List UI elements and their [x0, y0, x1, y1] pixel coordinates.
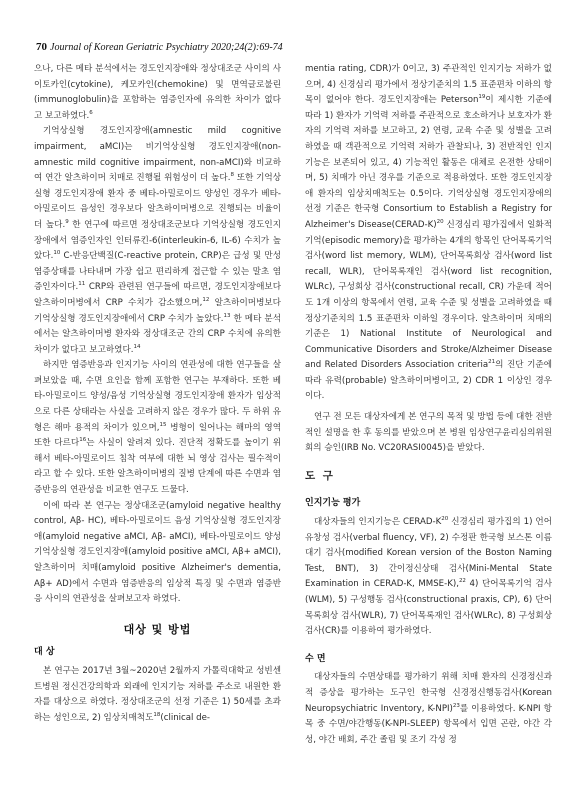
paragraph: 대상자들의 인지기능은 CERAD-$K^{20}$ 신경심리 평가집의 1) 언어유창성 검사(verbal fluency, VF), 2) 수정판 한국형 보스톤 이름대기 검사(modified Korean version of the Boston Naming Test, BNT), 3) 간이정신상태 검사(Mini-Mental State Examination in CERAD-K, MMSE-K),$^{22}$ 4) 단어목록기억 검사(WLM), 5) 구성행동 검사(constructional praxis, CP), 6) 단어목록회상 검사(WLR), 7) 단어목록재인 검사(WLRc), 8) 구성회상 검사(CR)를 이용하여 평가하였다. — [305, 516, 553, 637]
paragraph: 대상자들의 수면상태를 평가하기 위해 치매 환자의 신경정신과적 증상을 평가하는 도구인 한국형 신경정신행동검사(Korean Neuropsychiatric Inventory, K-NPI)$^{23}$를 이용하였다. K-NPI 항목 중 수면/야간행동(K-NPI-SLEEP) 항목에서 입면 곤란, 야간 각성, 야간 배회, 주간 졸림 및 조기 각성 정 — [305, 672, 552, 745]
paragraph: 본 연구는 2017년 3월~2020년 2월까지 가톨릭대학교 성빈센트병원 정신건강의학과 외래에 인지기능 저하를 주소로 내원한 환자를 대상으로 하였다. 정상대조군의 선정 기준은 1) 50세를 초과하는 성인으로, 2) 임상치매척도$^{18}$(clinical de- — [34, 665, 281, 723]
paragraph: 하지만 염증반응과 인지기능 사이의 연관성에 대한 연구들을 살펴보았을 때, 수면 요인을 함께 포함한 연구는 부재하다. 또한 베타-아밀로이드 양성/음성 기억상실형 경도인지장애 환자가 임상적으로 다른 상태라는 사실을 고려하지 않은 경우가 많다. 두 하위 유형은 해마 용적의 차이가 있으며,$^{15}$ 병형이 일어나는 해마의 영역 또한 다르다$^{16}$는 사실이 알려져 있다. 진단적 정확도를 높이기 위해서 베타-아밀로이드 침착 여부에 대한 뇌 영상 검사는 필수적이라고 할 수 있다. 또한 알츠하이머병의 질병 단계에 따른 수면과 염증반응의 연관성을 비교한 연구도 드물다. — [34, 360, 281, 496]
subsection-heading: 대 상 — [34, 647, 55, 658]
section-heading: 도 구 — [305, 469, 335, 482]
section-heading: 대상 및 방법 — [123, 622, 192, 636]
right-column — [305, 62, 552, 748]
paragraph: 연구 전 모든 대상자에게 본 연구의 목적 및 방법 등에 대한 전반적인 설명을 한 후 동의를 받았으며 본 병원 임상연구윤리심의위원회의 승인(IRB No. VC20RASI0045)을 받았다. — [305, 412, 552, 454]
paragraph: 이에 따라 본 연구는 정상대조군(amyloid negative healthy control, Aβ- HC), 베타-아밀로이드 음성 기억상실형 경도인지장애(amyloid negative aMCI, Aβ- aMCI), 베타-아밀로이드 양성 기억상실형 경도인지장애(amyloid positive aMCI, Aβ+ aMCI), 알츠하이머 치매(amyloid positive Alzheimer's dementia, Aβ+ AD)에서 수면과 염증반응의 임상적 특징 및 수면과 염증반응 사이의 연관성을 살펴보고자 하였다. — [34, 500, 281, 605]
paragraph: mentia rating, CDR)가 0이고, 3) 주관적인 인지기능 저하가 없으며, 4) 신경심리 평가에서 정상기준치의 1.5 표준편차 이하의 항목이 없어야 한다. 경도인지장애는 Peterson$^{19}$이 제시한 기준에 따라 1) 환자가 기억력 저하를 주관적으로 호소하거나 보호자가 환자의 기억력 저하를 보고하고, 2) 연령, 교육 수준 및 성별을 고려하였을 때 객관적으로 기억력 저하가 관찰되나, 3) 전반적인 인지기능은 보존되어 있고, 4) 기능적인 활동은 대체로 온전한 상태이며, 5) 치매가 아닌 경우를 기준으로 적용하였다. 또한 경도인지장애 환자의 임상치매척도는 0.5이다. 기억상실형 경도인지장애의 선정 기준은 한국형 Consortium to Establish a Registry for Alzheimer's Disease(CERAD-K)$^{20}$ 신경심리 평가집에서 일화적 기억(episodic memory)을 평가하는 4개의 항목인 단어목록기억 검사(word list memory, WLM), 단어목록회상 검사(word list recall, WLR), 단어목록재인 검사(word list recognition, WLRc), 구성회상 검사(constructional recall, CR) 가운데 적어도 1개 이상의 항목에서 연령, 교육 수준 및 성별을 고려하였을 때 정상기준치의 1.5 표준편차 이하일 경우이다. 알츠하이머 치매의 기준은 1) National Institute of Neurological and Communicative Disorders and Stroke/Alzheimer Disease and Related Disorders Association criteria$^{21}$의 진단 기준에 따라 유력(probable) 알츠하이머병이고, 2) CDR 1 이상인 경우이다. — [305, 64, 552, 402]
paragraph: 기억상실형 경도인지장애(amnestic mild cognitive impairment, aMCI)는 비기억상실형 경도인지장애(non-amnestic mild cognitive impairment, non-aMCI)와 비교하여 연간 알츠하이머 치매로 진행될 위험성이 더 높다.$^8$ 또한 기억상실형 경도인지장애 환자 중 베타-아밀로이드 양성인 경우가 베타-아밀로이드 음성인 경우보다 알츠하이머병으로 진행되는 비율이 더 높다.$^9$ 한 연구에 따르면 정상대조군보다 기억상실형 경도인지장애에서 염증인자인 인터류킨-6(interleukin-6, IL-6) 수치가 높았다.$^{10}$ C-반응단백질(C-reactive protein, CRP)은 급성 및 만성 염증상태를 나타내며 가장 쉽고 편리하게 접근할 수 있는 말초 염증인자이다.$^{11}$ CRP와 관련된 연구들에 따르면, 경도인지장애보다 알츠하이머병에서 CRP 수치가 감소했으며,$^{12}$ 알츠하이머병보다 기억상실형 경도인지장애에서 CRP 수치가 높았다.$^{13}$ 한 메타 분석에서는 알츠하이머병 환자와 정상대조군 간의 CRP 수치에 유의한 차이가 없다고 보고하였다.$^{14}$ — [34, 126, 281, 355]
paragraph: 으나, 다른 메타 분석에서는 경도인지장애와 정상대조군 사이의 사이토카인(cytokine), 케모카인(chemokine) 및 면역글로불린(immunoglobulin)을 포함하는 염증인자에 유의한 차이가 없다고 보고하였다.$^6$ — [34, 64, 281, 121]
page-number: 70 — [36, 41, 47, 53]
journal-citation: Journal of Korean Geriatric Psychiatry 2020;24(2):69-74 — [50, 42, 283, 53]
subsection-heading: 인지기능 평가 — [305, 498, 361, 509]
subsection-heading: 수 면 — [305, 653, 326, 664]
left-column — [34, 62, 281, 726]
running-header — [36, 41, 283, 53]
